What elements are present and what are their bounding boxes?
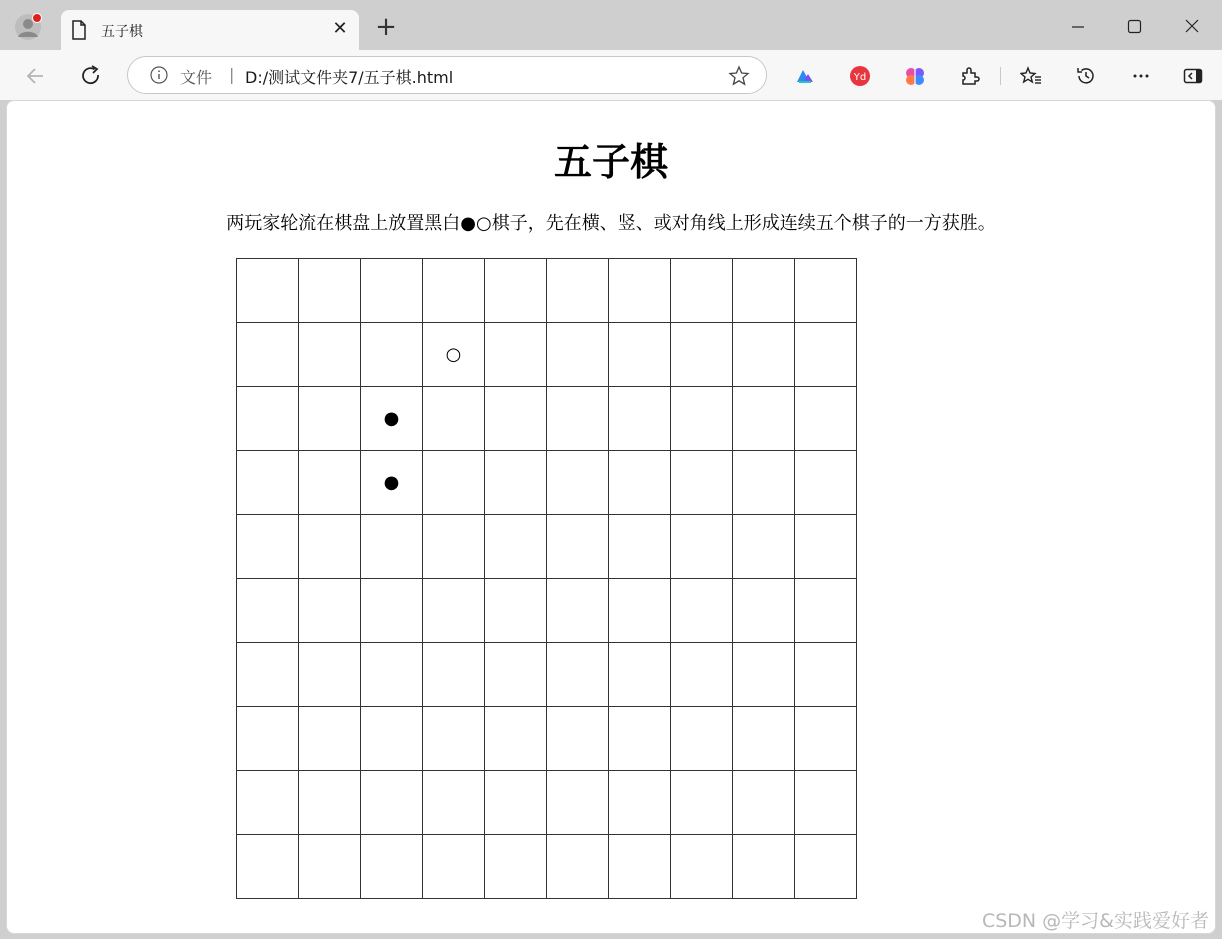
board-cell[interactable] <box>795 579 857 643</box>
board-row <box>237 643 857 707</box>
board-cell[interactable] <box>237 515 299 579</box>
board-cell[interactable] <box>609 515 671 579</box>
profile-button[interactable] <box>14 13 42 41</box>
board-cell[interactable] <box>423 451 485 515</box>
extensions-icon <box>959 65 981 87</box>
maximize-button[interactable] <box>1119 12 1149 42</box>
board-cell[interactable] <box>237 451 299 515</box>
tab-bar <box>0 0 1222 50</box>
board-row <box>237 259 857 323</box>
page-content <box>6 100 1216 934</box>
board-cell[interactable] <box>361 515 423 579</box>
board-cell[interactable] <box>609 259 671 323</box>
board-cell[interactable] <box>609 707 671 771</box>
board-cell[interactable] <box>547 579 609 643</box>
board-cell[interactable] <box>795 707 857 771</box>
board-cell[interactable] <box>795 835 857 899</box>
board-cell[interactable] <box>795 387 857 451</box>
board-cell[interactable] <box>361 835 423 899</box>
brain-icon <box>904 65 926 87</box>
board-cell[interactable] <box>299 835 361 899</box>
board-cell[interactable] <box>485 451 547 515</box>
board-cell[interactable] <box>299 323 361 387</box>
close-icon <box>1177 12 1207 42</box>
board-cell[interactable] <box>237 259 299 323</box>
board-cell[interactable] <box>795 515 857 579</box>
new-tab-button[interactable]: + <box>375 12 397 42</box>
board-cell[interactable] <box>485 579 547 643</box>
back-button[interactable] <box>23 63 49 89</box>
tab-close-icon[interactable]: ✕ <box>332 18 348 39</box>
board-cell[interactable] <box>485 707 547 771</box>
page-title: 五子棋 <box>553 140 668 184</box>
board-cell[interactable] <box>671 771 733 835</box>
board-cell[interactable] <box>547 259 609 323</box>
tab-title: 五子棋 <box>101 24 143 40</box>
board-cell[interactable] <box>361 323 423 387</box>
favorites-icon <box>1020 65 1042 87</box>
sidebar-icon <box>1182 65 1204 87</box>
board-cell[interactable] <box>733 259 795 323</box>
youdao-extension[interactable] <box>849 65 871 87</box>
board-cell[interactable] <box>671 387 733 451</box>
board-row <box>237 387 857 451</box>
black-stone: ● <box>383 407 400 429</box>
back-icon <box>23 63 49 89</box>
board-row <box>237 579 857 643</box>
board-row <box>237 451 857 515</box>
board-cell[interactable] <box>733 387 795 451</box>
board-cell[interactable] <box>237 707 299 771</box>
watermark: CSDN @学习&实践爱好者 <box>981 910 1209 932</box>
document-icon <box>71 20 87 40</box>
copilot-extension[interactable] <box>794 65 816 87</box>
board-cell[interactable] <box>609 323 671 387</box>
board-cell[interactable] <box>547 771 609 835</box>
copilot-icon <box>794 65 816 87</box>
board-cell[interactable] <box>485 515 547 579</box>
browser-toolbar <box>0 50 1222 100</box>
board-cell[interactable] <box>671 515 733 579</box>
board-cell[interactable] <box>547 707 609 771</box>
board-cell[interactable] <box>733 835 795 899</box>
rules-text: 两玩家轮流在棋盘上放置黑白●○棋子，先在横、竖、或对角线上形成连续五个棋子的一方获胜。 <box>226 213 996 234</box>
info-icon[interactable] <box>150 66 168 84</box>
board-cell[interactable] <box>361 259 423 323</box>
board-cell[interactable] <box>361 707 423 771</box>
board-row <box>237 707 857 771</box>
board-row <box>237 323 857 387</box>
board-cell[interactable] <box>609 771 671 835</box>
board-cell[interactable] <box>795 771 857 835</box>
board-row <box>237 835 857 899</box>
browser-tab[interactable] <box>61 10 359 51</box>
black-stone: ● <box>383 471 400 493</box>
board-cell[interactable] <box>733 579 795 643</box>
gomoku-board <box>236 258 857 899</box>
board-cell[interactable] <box>733 451 795 515</box>
board-cell[interactable] <box>671 835 733 899</box>
board-cell[interactable] <box>299 387 361 451</box>
board-cell[interactable] <box>609 579 671 643</box>
board-cell[interactable] <box>671 451 733 515</box>
minimize-button[interactable] <box>1063 12 1093 42</box>
board-cell[interactable] <box>609 451 671 515</box>
board-cell[interactable] <box>795 451 857 515</box>
board-cell[interactable] <box>609 835 671 899</box>
toolbar-divider <box>1000 67 1001 85</box>
board-cell[interactable] <box>795 259 857 323</box>
board-cell[interactable] <box>795 323 857 387</box>
board-cell[interactable] <box>423 707 485 771</box>
board-cell[interactable] <box>423 771 485 835</box>
board-cell[interactable] <box>733 323 795 387</box>
more-icon <box>1130 65 1152 87</box>
board-cell[interactable] <box>671 259 733 323</box>
white-stone: ○ <box>445 343 462 365</box>
board-cell[interactable] <box>485 643 547 707</box>
board-cell[interactable] <box>237 835 299 899</box>
board-cell[interactable] <box>547 835 609 899</box>
file-scheme-label: 文件 <box>180 68 213 87</box>
board-cell[interactable] <box>733 771 795 835</box>
board-cell[interactable] <box>361 387 423 451</box>
history-button[interactable] <box>1075 65 1097 87</box>
board-cell[interactable] <box>237 387 299 451</box>
favorite-star-icon[interactable] <box>728 65 750 87</box>
more-button[interactable] <box>1130 65 1152 87</box>
board-cell[interactable] <box>671 643 733 707</box>
board-cell[interactable] <box>423 323 485 387</box>
board-cell[interactable] <box>485 259 547 323</box>
board-cell[interactable] <box>299 259 361 323</box>
board-cell[interactable] <box>547 643 609 707</box>
board-cell[interactable] <box>361 643 423 707</box>
address-url[interactable]: D:/测试文件夹7/五子棋.html <box>245 68 454 87</box>
svg-text:Yd: Yd <box>853 72 867 83</box>
board-cell[interactable] <box>609 387 671 451</box>
board-cell[interactable] <box>485 771 547 835</box>
board-cell[interactable] <box>609 643 671 707</box>
board-cell[interactable] <box>733 707 795 771</box>
board-cell[interactable] <box>237 579 299 643</box>
address-bar[interactable] <box>127 56 767 94</box>
refresh-icon <box>78 63 104 89</box>
youdao-icon <box>849 65 871 87</box>
board-cell[interactable] <box>423 835 485 899</box>
brain-extension[interactable] <box>904 65 926 87</box>
board-cell[interactable] <box>237 643 299 707</box>
board-cell[interactable] <box>423 643 485 707</box>
board-cell[interactable] <box>795 643 857 707</box>
board-cell[interactable] <box>733 515 795 579</box>
board-row <box>237 515 857 579</box>
board-cell[interactable] <box>547 387 609 451</box>
close-window-button[interactable] <box>1177 12 1207 42</box>
address-separator: | <box>229 65 235 84</box>
board-cell[interactable] <box>547 451 609 515</box>
board-cell[interactable] <box>237 771 299 835</box>
board-cell[interactable] <box>299 515 361 579</box>
board-cell[interactable] <box>423 515 485 579</box>
board-cell[interactable] <box>299 643 361 707</box>
board-cell[interactable] <box>299 579 361 643</box>
board-cell[interactable] <box>237 323 299 387</box>
board-cell[interactable] <box>423 579 485 643</box>
extensions-button[interactable] <box>959 65 981 87</box>
board-cell[interactable] <box>733 643 795 707</box>
board-cell[interactable] <box>299 771 361 835</box>
board-cell[interactable] <box>671 579 733 643</box>
favorites-button[interactable] <box>1020 65 1042 87</box>
board-cell[interactable] <box>423 387 485 451</box>
board-cell[interactable] <box>299 451 361 515</box>
board-cell[interactable] <box>299 707 361 771</box>
board-cell[interactable] <box>485 835 547 899</box>
board-cell[interactable] <box>485 387 547 451</box>
history-icon <box>1075 65 1097 87</box>
board-row <box>237 771 857 835</box>
board-cell[interactable] <box>547 515 609 579</box>
board-cell[interactable] <box>671 707 733 771</box>
notification-dot <box>32 13 42 23</box>
board-cell[interactable] <box>361 451 423 515</box>
board-cell[interactable] <box>423 259 485 323</box>
board-cell[interactable] <box>361 771 423 835</box>
maximize-icon <box>1119 12 1149 42</box>
board-cell[interactable] <box>485 323 547 387</box>
board-cell[interactable] <box>547 323 609 387</box>
board-cell[interactable] <box>361 579 423 643</box>
board-cell[interactable] <box>671 323 733 387</box>
sidebar-button[interactable] <box>1182 65 1204 87</box>
refresh-button[interactable] <box>78 63 104 89</box>
minimize-icon <box>1063 12 1093 42</box>
